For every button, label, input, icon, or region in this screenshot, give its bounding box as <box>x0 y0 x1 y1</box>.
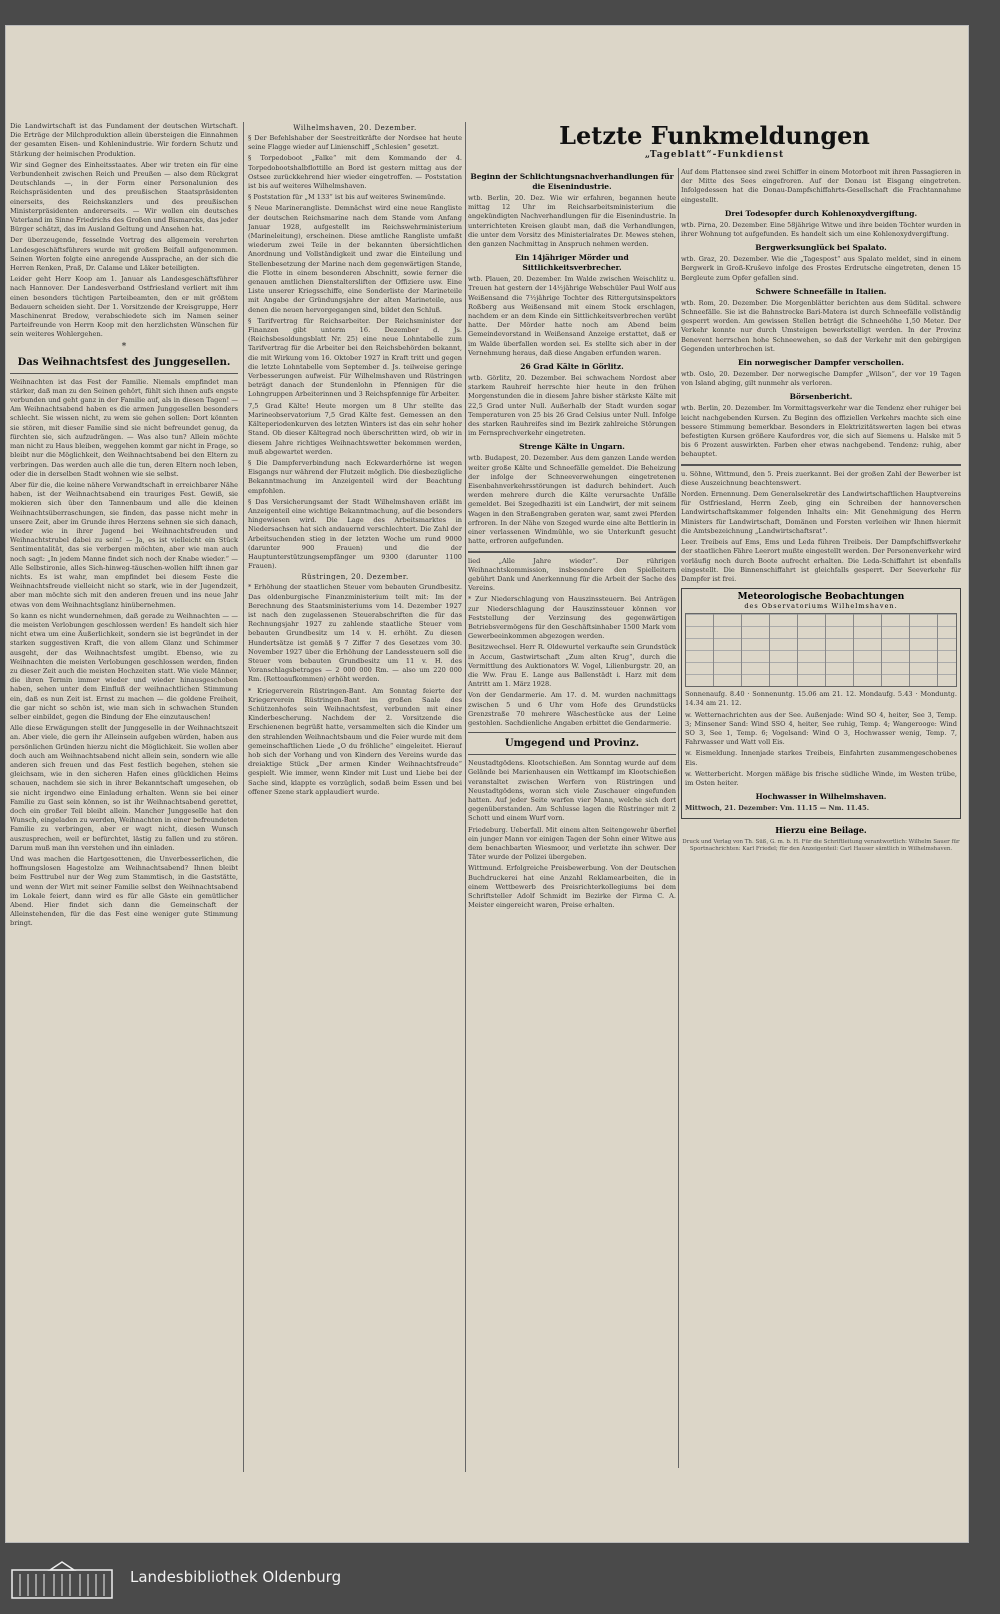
last-news-header <box>468 122 961 160</box>
col4-paragraph: Norden. Ernennung. Dem Generalsekretär des Landwirtschaftlichen Hauptvereins für Ostfriesland, Herrn Zeeb, ging ein Schreiben der hannoverschen Landwirtschaftskammer folgenden Inhalts ein: Mit Genehmigung des Herrn Ministers für Landwirtschaft, Domänen und Forsten verleihen wir Ihnen hiermit die Amtsbezeichnung „Landwirtschaftsrat“. <box>681 490 961 535</box>
headline: Ein norwegischer Dampfer verschollen. <box>738 358 904 368</box>
headline: Börsenbericht. <box>789 392 853 402</box>
col4-paragraph: wtb. Rom, 20. Dezember. Die Morgenblätter berichten aus dem Südital. schwere Schneefälle. Sie ist die Bahnstrecke Bari-Matera ist durch Schneefälle vollständig gesperrt worden. Am gewissen Stellen beträgt die Schneehöhe 1,50 Meter. Der Verkehr konnte nur durch Umsteigen bewerkstelligt werden. In der Provinz Benevent herrschen hohe Schneewehen, so daß der Verkehr mit den gebirgigen Gegenden unterbrochen ist. <box>681 298 961 353</box>
col3-paragraph: Besitzwechsel. Herr R. Oldewurtel verkaufte sein Grundstück in Accum, Gastwirtschaft „Zum alten Krug“, durch die Vermittlung des Auktionators W. Vogel, Lilienburgstr. 20, an die Ww. Frau E. Lange aus Ballenstädt i. Harz mit dem Antritt am 1. März 1928. <box>468 643 676 689</box>
rule <box>468 551 676 553</box>
col2-paragraph: § Poststation für „M 133“ ist bis auf weiteres Swinemünde. <box>248 193 446 202</box>
last-news-subtitle: „Tageblatt“-Funkdienst <box>644 150 785 160</box>
col2-paragraph: § Die Dampferverbindung nach Eckwarderhörne ist wegen Eisgangs nur während der Flutzeit möglich. Die diesbezügliche Bekanntmachung im Anzeigenteil wird der Beachtung empfohlen. <box>248 458 462 495</box>
headline: 26 Grad Kälte in Görlitz. <box>520 362 624 372</box>
rule <box>468 754 676 755</box>
col2-paragraph: * Erhöhung der staatlichen Steuer vom bebauten Grundbesitz. Das oldenburgische Finanzministerium teilt mit: Im der Berechnung des Staatsministeriums vom 14. Dezember 1927 ist nach den zugelassenen Steuerabschriften die für das Rechnungsjahr 1927 zu zahlende staatliche Steuer vom bebauten Grundbesitz um 14 v. H. erhöht. Zu diesen Hundertsätze ist gemäß § 7 Ziffer 7 des Gesetzes vom 30. November 1927 über die Erhöhung der Landessteuern soll die Steuer vom bebauten Grundbesitz um 11 v. H. des Voranschlagsbetrages — 2 000 000 Rm. — also um 220 000 Rm. (Rettoaufkommen) erhöht werden. <box>248 583 462 684</box>
col2-paragraph: § Torpedoboot „Falke“ mit dem Kommando der 4. Torpedobootshalbflottille an Bord ist gestern mittag aus der Ostsee zurückkehrend hier wieder eingetroffen. — Poststation ist bis auf weiteres Wilhelmshaven. <box>248 154 462 191</box>
column-divider <box>465 122 466 1472</box>
col3-paragraph: wtb. Plauen, 20. Dezember. Im Walde zwischen Weischlitz u. Treuen hat gestern der 14½jährige Webschüler Paul Wolf aus Weißensand die 7½jährige Tochter des Rittergutsinspektors Roßberg aus Weißensand mit einem Stock erschlagen, nachdem er an dem Kinde ein Sittlichkeitsverbrechen verübt hatte. Der Mörder hatte noch am Abend beim Gemeindevorstand in Weißensand Anzeige erstattet, daß er im Walde überfallen worden sei. Es stellte sich aber in der Vernehmung heraus, daß diese Angaben erfunden waren. <box>468 275 676 357</box>
weather-table <box>685 613 957 687</box>
headline: Strenge Kälte in Ungarn. <box>519 442 625 452</box>
col4-paragraph: wtb. Pirna, 20. Dezember. Eine 58jährige Witwe und ihre beiden Töchter wurden in ihrer Wohnung tot aufgefunden. Es handelt sich um eine Kohlenoxydvergiftung. <box>681 220 961 239</box>
col4-paragraph: wtb. Graz, 20. Dezember. Wie die „Tagespost“ aus Spalato meldet, sind in einem Bergwerk in Groß-Kruševo infolge des Frostes Erdrutsche eingetreten, denen 15 Bergleute zum Opfer gefallen sind. <box>681 255 961 282</box>
tide-text: Mittwoch, 21. Dezember: Vm. 11.15 — Nm. 11.45. <box>685 804 870 813</box>
library-building-icon <box>10 1560 114 1600</box>
column-1 <box>10 122 238 931</box>
col3-paragraph: Von der Gendarmerie. Am 17. d. M. wurden nachmittags zwischen 5 und 6 Uhr vom Hofe des Grundstücks Grenzstraße 70 mehrere Wäschestücke aus der Leine gestohlen. Sachdienliche Angaben erbittet die Gendarmerie. <box>468 691 676 727</box>
column-4 <box>681 168 961 853</box>
col2-paragraph: § Tarifvertrag für Reichsarbeiter. Der Reichsminister der Finanzen gibt unterm 16. Dezember d. Js. (Reichsbesoldungsblatt Nr. 25) eine neue Lohntabelle zum Tarifvertrag für die Arbeiter bei den Reichsbehörden bekannt, die mit Wirkung vom 16. Oktober 1927 in Kraft tritt und gegen die letzte Lohntabelle vom September d. Js. teilweise geringe Verbesserungen aufweist. Für Wilhelmshaven und Rüstringen beträgt danach der Stundenlohn in Pfennigen für die Lohngruppen Arbeiterinnen und 3 Reichspfennige für Arbeiter. <box>248 316 462 399</box>
col2-paragraph: § Neue Marinerangliste. Demnächst wird eine neue Rangliste der deutschen Reichsmarine nach dem Stande vom Anfang Januar 1928, aufgestellt im Reichswehrministerium (Marineleitung), erscheinen. Diese amtliche Rangliste umfaßt wiederum zwei Teile in der bekannten übersichtlichen Anordnung und Vollständigkeit und zwar die Einteilung und Stellenbesetzung der Marine nach dem gegenwärtigen Stande, die Flotte in einem besonderen Abschnitt, sowie ferner die genauen amtlichen Dienstaltersliften der Offiziere usw. Eine Liste unserer Kriegsschiffe, eine Sonderliste der Marineteile mit Angabe der Gründungsjahre der alten Marineteile, aus denen die neuen hervorgegangen sind, bildet den Schluß. <box>248 204 462 314</box>
weather-subtitle: des Observatoriums Wilhelmshaven. <box>744 602 898 611</box>
col1-body: Aber für die, die keine nähere Verwandtschaft in erreichbarer Nähe haben, ist der Weihnachtsabend ein trauriges Fest. Gewiß, sie mokieren sich über den Tannenbaum und alle die kleinen Weihnachtsüberraschungen, sie finden, das passe nicht mehr in unsere Zeit, aber im Grunde ihres Herzens sehnen sie sich danach, wieder wie in ihrer Jugend bei Weihnachtsfreuden und Weihnachtstrubel dabei zu sein! — Ja, es ist vielleicht ein Stück Sentimentalität, das sie verbergen möchten, aber wie man auch noch sagt: „In jedem Manne findet sich noch der Knabe wieder.“ — Alle Selbstironie, alles Sich-hinweg-täuschen-wollen hilft ihnen gar nichts. Es ist wahr, man empfindet bei diesem Feste die Weihnachtsfreude vielleicht nicht so stark, wie in der Jugendzeit, aber man möchte sich mit den anderen freuen und ins neue Jahr etwas von dem Weihnachtsglanz hinübernehmen. <box>10 480 238 609</box>
col3-paragraph: Friedeburg. Ueberfall. Mit einem alten Seitengewehr überfiel ein junger Mann vor einigen Tagen der Sohn einer Witwe aus dem benachbarten Wiesmoor, und verletzte ihn schwer. Der Täter wurde der Polizei übergeben. <box>468 825 676 862</box>
col3-paragraph: * Zur Niederschlagung von Hauszinssteuern. Bei Anträgen zur Niederschlagung der Hauszinssteuer können vor Feststellung der Verzinsung des gegenwärtigen Betriebsvermögens für den Geschäftsinhaber 1500 Mark vom Gewerbeeinkommen abgezogen werden. <box>468 595 676 641</box>
col4-paragraph: wtb. Oslo, 20. Dezember. Der norwegische Dampfer „Wilson“, der vor 19 Tagen von Island abging, gilt nunmehr als verloren. <box>681 370 961 388</box>
headline: Beginn der Schlichtungsnachverhandlungen für die Eisenindustrie. <box>470 172 674 191</box>
weather-box <box>681 588 961 819</box>
col4-paragraph: Leer. Treibeis auf Ems, Ems und Leda führen Treibeis. Der Dampfschiffsverkehr der staatlichen Fähre Leerort mußte eingestellt werden. Der Personenverkehr wird vorläufig noch durch Boote aufrecht erhalten. Die Leda-Schiffahrt ist ebenfalls eingestellt. Die Binnenschiffahrt ist gleichfalls gesperrt. Der Seeverkehr für Dampfer ist frei. <box>681 538 961 583</box>
col1-body: Weihnachten ist das Fest der Familie. Niemals empfindet man stärker, daß man zu den Seinen gehört, fühlt sich ihnen aufs engste verbunden und geht ganz in der Familie auf, als in diesen Tagen! — Am Weihnachtsabend haben es die armen Junggesellen besonders schlecht. Sie wissen nicht, zu wem sie gehen sollen: Dort könnten sie stören, mit dieser Familie sind sie nicht befreundet genug, da fürchten sie, sich aufzudrängen. — Was also tun? Allein möchte man nicht zu Haus bleiben, weggehen kommt gar nicht in Frage, so bleibt nur die Möglichkeit, den Weihnachtsabend bei den Eltern zu verbringen. Das werden auch alle die tun, deren Eltern noch leben, oder die in derselben Stadt wohnen wie sie selbst. <box>10 377 238 478</box>
weather-text: w. Wetterbericht. Morgen mäßige bis frische südliche Winde, im Westen trübe, im Osten heiter. <box>685 769 957 787</box>
col3-paragraph: Neustadtgödens. Klootschießen. Am Sonntag wurde auf dem Gelände bei Marienhausen ein Wettkampf im Klootschießen veranstaltet zwischen Werfern von Rüstringen und Neustadtgödens, woran sich viele Zuschauer eingefunden hatten. Auf jeder Seite warfen vier Mann, welche sich dort gegenüberstanden. Am Schlusse lagen die Rüstringer mit 2 Schott und einem Wurf vorn. <box>468 759 676 823</box>
col3-paragraph: wtb. Budapest, 20. Dezember. Aus dem ganzen Lande werden weiter große Kälte und Schneefälle gemeldet. Die Beheizung der infolge der Schneeverwehungen eingetretenen Eisenbahnverkehrsstörungen ist dadurch behindert. Auch werden mehrere durch die Kälte verursachte Unfälle gemeldet. Bei Szegedhaziti ist ein Landwirt, der mit seinem Wagen in den Straßengraben geraten war, samt zwei Pferden erfroren. In der Nähe von Szeged wurde eine alte Bettlerin in einer verlassenen Windmühle, wo sie Unterkunft gesucht hatte, erfroren aufgefunden. <box>468 454 676 546</box>
headline: Ein 14jähriger Mörder und Sittlichkeitsverbrecher. <box>515 253 629 273</box>
rule <box>468 732 676 733</box>
col2-paragraph: § Der Befehlshaber der Seestreitkräfte der Nordsee hat heute seine Flagge wieder auf Linienschiff „Schlesien“ gesetzt. <box>248 134 462 152</box>
weather-title: Meteorologische Beobachtungen <box>737 592 905 603</box>
col3-paragraph: Wittmund. Erfolgreiche Preisbewerbung. Von der Deutschen Buchdruckerei hat eine Anzahl Reklamearbeiten, die in einem Wettbewerb des Preisrichterkollegiums bei dem Schriftsteller Adolf Schmidt im Bezirke der Firma C. A. Meister eingereicht waren, Preise erhalten. <box>468 864 676 910</box>
column-divider <box>678 168 679 1468</box>
col1-body: Alle diese Erwägungen stellt der Junggeselle in der Weihnachtszeit an. Aber viele, die gern ihr Alleinsein aufgeben würden, haben aus persönlichen Gründen hierzu nicht die Möglichkeit. Sie wollen aber doch auch am Weihnachtsabend nicht allein sein, sondern wie alle anderen sich freuen und das Fest festlich begehen, stehen sie gleichsam, wie in den sicheren Hafen eines glücklichen Heims schauen, nachdem sie sich in ihrer Bekanntschaft umgesehen, ob sie nicht irgendwo eine Einladung erhalten. Wenn sie bei einer Familie zu Gast sein können, so ist ihr Weihnachtsabend gerettet, doch ein großer Teil bleibt allein. Mancher Junggeselle hat den Wunsch, eingeladen zu werden, Weihnachten in einer befreundeten Familie zu verbringen, aber er wagt nicht, diesen Wunsch auszusprechen, weil er befürchtet, lästig zu fallen und zu stören. Darum muß man ihn verstehen und ihn einladen. <box>10 724 238 852</box>
supplement-note: Hierzu eine Beilage. <box>775 825 867 836</box>
separator-star: * <box>121 341 127 352</box>
tide-title: Hochwasser in Wilhelmshaven. <box>755 792 887 802</box>
col4-paragraph: Auf dem Plattensee sind zwei Schiffer in einem Motorboot mit ihren Passagieren in der Mitte des Sees eingefroren. Auf der Donau ist Eisgang eingetreten. Infolgedessen hat die Donau-Dampfschiffahrts-Gesellschaft die Frachtannahme eingestellt. <box>681 168 961 204</box>
col3-paragraph: lied „Alle Jahre wieder“. Der rührigen Weihnachtskommission, insbesondere den Spielleitern gebührt Dank und Anerkennung für die Arbeit der Sache des Vereins. <box>468 556 676 593</box>
col1-paragraph: Der überzeugende, fesselnde Vortrag des allgemein verehrten Landesgeschäftsführers wurde mit großem Beifall aufgenommen. Seinen Worten folgte eine anregende Aussprache, an der sich die Herren Renken, Praß, Dr. Calame und Läker beteiligten. <box>10 236 238 273</box>
col3-paragraph: wtb. Berlin, 20. Dez. Wie wir erfahren, begannen heute mittag 12 Uhr im Reichsarbeitsministerium die angekündigten Nachverhandlungen für die Eisenindustrie. In unterrichteten Kreisen glaubt man, daß die Verhandlungen, die unter dem Vorsitz des Ministerialrates Dr. Mewes stehen, den ganzen Nachmittag in Anspruch nehmen werden. <box>468 194 676 249</box>
weather-text: w. Wetternachrichten aus der See. Außenjade: Wind SO 4, heiter, See 3, Temp. 3; Minsener Sand: Wind SSO 4, heiter, See ruhig, Temp. 4; Wangerooge: Wind SO 3, See 1, Temp. 6; Vogelsand: Wind O 3, Hochwasser wenig, Temp. 7, Fahrwasser und Watt voll Eis. <box>685 710 957 747</box>
col1-body: Und was machen die Hartgesottenen, die Unverbesserlichen, die hoffnungslosen Hagestolze am Weihnachtsabend? Ihnen bleibt beim Festtrubel nur der Weg zum Stammtisch, in die Gaststätte, und wenn der Wirt mit seiner Familie selbst den Weihnachtsabend im Lokale feiert, dann wird es für alle Gäste ein gemütlicher Abend. Hier findet sich dann die Gemeinschaft der Alleinstehenden, für die das Fest eine weniger gute Stimmung bringt. <box>10 855 238 928</box>
col1-intro: Die Landwirtschaft ist das Fundament der deutschen Wirtschaft. Die Erträge der Milchproduktion allein übersteigen die Einnahmen der gesamten Eisen- und Kohlenindustrie. Wir fordern Schutz und Stärkung der heimischen Produktion. <box>10 122 238 158</box>
headline: Schwere Schneefälle in Italien. <box>755 286 887 296</box>
col1-paragraph: Wir sind Gegner des Einheitsstaates. Aber wir treten ein für eine Verbundenheit zwischen Reich und Preußen — also dem Rückgrat Deutschlands —, in der Form einer Personalunion des Reichspräsidenten und des preußischen Staatspräsidenten einerseits, des Reichskanzlers und des preußischen Ministerpräsidenten andererseits. — Wir wollen ein deutsches Vaterland im Sinne Friedrichs des Großen und Bismarcks, das jeder Bürger schätzt, das im Ausland Geltung und Ansehen hat. <box>10 160 238 234</box>
col2-paragraph: 7,5 Grad Kälte! Heute morgen um 8 Uhr stellte das Marineobservatorium 7,5 Grad Kälte fest. Gemessen an den Kälteperiodenkurven des letzten Winters ist das ein sehr hoher Stand. Ob dieser Kältegrad noch überschritten wird, ob wir in diesem Jahre richtiges Weihnachtswetter bekommen werden, muß abgewartet werden. <box>248 401 462 456</box>
col3-paragraph: wtb. Görlitz, 20. Dezember. Bei schwachem Nordost aber starkem Rauhreif herrschte hier heute in den frühen Morgenstunden die in diesem Jahre bisher stärkste Kälte mit 22,5 Grad unter Null. Außerhalb der Stadt wurden sogar Temperaturen von 25 bis 26 Grad Celsius unter Null. Infolge des starken Rauhreifes sind im Bezirk zahlreiche Störungen im Fernsprechverkehr eingetreten. <box>468 374 676 438</box>
headline: Bergwerksunglück bei Spalato. <box>755 243 887 253</box>
column-3 <box>468 168 676 912</box>
col2-paragraph: * Kriegerverein Rüstringen-Bant. Am Sonntag feierte der Kriegerverein Rüstringen-Bant im großen Saale des Schützenhofes sein Weihnachtsfest, verbunden mit einer Kinderbescherung. Nachdem der 2. Vorsitzende die Erschienenen begrüßt hatte, versammelten sich die Kinder um den strahlenden Weihnachtsbaum und die Feier wurde mit dem gemeinschaftlichen Liede „O du fröhliche“ eingeleitet. Hierauf hob sich der Vorhang und von Kindern des Vereins wurde das dreiaktige Stück „Der armen Kinder Weihnachtsfreude“ gespielt. Wie immer, wenn Kinder mit Lust und Liebe bei der Sache sind, klappte es vorzüglich, sodaß beim Essen und bei offener Szene stark applaudiert wurde. <box>248 686 462 796</box>
newspaper-page <box>6 26 968 1542</box>
rule <box>10 373 238 374</box>
last-news-title: Letzte Funkmeldungen <box>559 121 870 150</box>
library-footer <box>0 1544 1000 1614</box>
col4-paragraph: wtb. Berlin, 20. Dezember. Im Vormittagsverkehr war die Tendenz eher ruhiger bei leicht nachgebenden Kursen. Zu Beginn des offiziellen Verkehrs machte sich eine bessere Stimmung bemerkbar. Besonders in Elektrizitätswerten lagen bei etwas befestigten Kursen größere Kaufordres vor, die sich auf Siemens u. Halske mit 5 bis 6 Prozent auswirkten. Farben eher etwas nachgebend. Tendenz: ruhig, aber behauptet. <box>681 404 961 459</box>
column-divider <box>243 122 244 1472</box>
dateline-ruestringen: Rüstringen, 20. Dezember. <box>301 573 409 582</box>
weather-text: w. Eismeldung. Innenjade starkes Treibeis, Einfahrten zusammengeschobenes Eis. <box>685 749 957 767</box>
col4-paragraph: u. Söhne, Wittmund, den 5. Preis zuerkannt. Bei der großen Zahl der Bewerber ist diese Auszeichnung beachtenswert. <box>681 469 961 487</box>
imprint: Druck und Verlag von Th. Süß, G. m. b. H. Für die Schriftleitung verantwortlich: Wilhelm Sauer für Sportnachrichten: Karl Friedel; für den Anzeigenteil: Carl Hauser sämtlich in Wilhelmshaven. <box>682 839 960 853</box>
col1-body: So kann es nicht wundernehmen, daß gerade zu Weihnachten — — die meisten Verlobungen geschlossen werden! Es handelt sich hier nicht etwa um eine Äußerlichkeit, sondern sie ist begründet in der starken suggestiven Kraft, die von allem Glanz und Schimmer ausgeht, der das Weihnachtsfest umgibt. Ebenso, wie zu Weihnachten die meisten Verlobungen geschlossen werden, finden zu dieser Zeit auch die meisten Hochzeiten statt. Wie viele Männer, die ihren Termin immer wieder und wieder hinausgeschoben haben, sehen unter dem Einfluß der weihnachtlichen Stimmung ein, daß es nun Zeit ist. Ernst zu machen — die goldene Freiheit, die gar nicht so schön ist, wie man sich in schwachen Stunden selber einbildet, gegen die Bindung der Ehe einzutauschen! <box>10 611 238 721</box>
col1-paragraph: Leider geht Herr Koop am 1. Januar als Landesgeschäftsführer nach Hannover. Der Landesverband Ostfriesland verliert mit ihm einen besonders tüchtigen Parteibeamten, den er mit größtem Bedauern scheiden sieht. Der 1. Vorsitzende der Kreisgruppe, Herr Maschinenrat Bredow, verabschiedete sich im Namen seiner Parteifreunde von Herrn Koop mit den herzlichsten Wünschen für sein weiteres Wohlergehen. <box>10 275 238 339</box>
headline-umgegend: Umgegend und Provinz. <box>504 738 640 750</box>
weather-text: Sonnenaufg. 8.40 · Sonnenuntg. 15.06 am 21. 12. Mondaufg. 5.43 · Monduntg. 14.34 am 21. 12. <box>685 690 957 708</box>
rule <box>681 464 961 466</box>
column-2 <box>248 122 462 799</box>
headline-junggeselle: Das Weihnachtsfest des Junggesellen. <box>17 356 231 368</box>
headline: Drei Todesopfer durch Kohlenoxydvergiftung. <box>724 208 918 218</box>
dateline-wilhelmshaven: Wilhelmshaven, 20. Dezember. <box>293 124 417 132</box>
library-name: Landesbibliothek Oldenburg <box>130 1568 342 1586</box>
col2-paragraph: § Das Versicherungsamt der Stadt Wilhelmshaven erläßt im Anzeigenteil eine wichtige Bekanntmachung, auf die besonders hingewiesen wird. Die Lage des Arbeitsmarktes in Niedersachsen hat sich andauernd verschlechtert. Die Zahl der Arbeitsuchenden stieg in der letzten Woche um rund 9000 (darunter 900 Frauen) und die der Hauptunterstützungsempfänger um 9300 (darunter 1100 Frauen). <box>248 497 462 571</box>
